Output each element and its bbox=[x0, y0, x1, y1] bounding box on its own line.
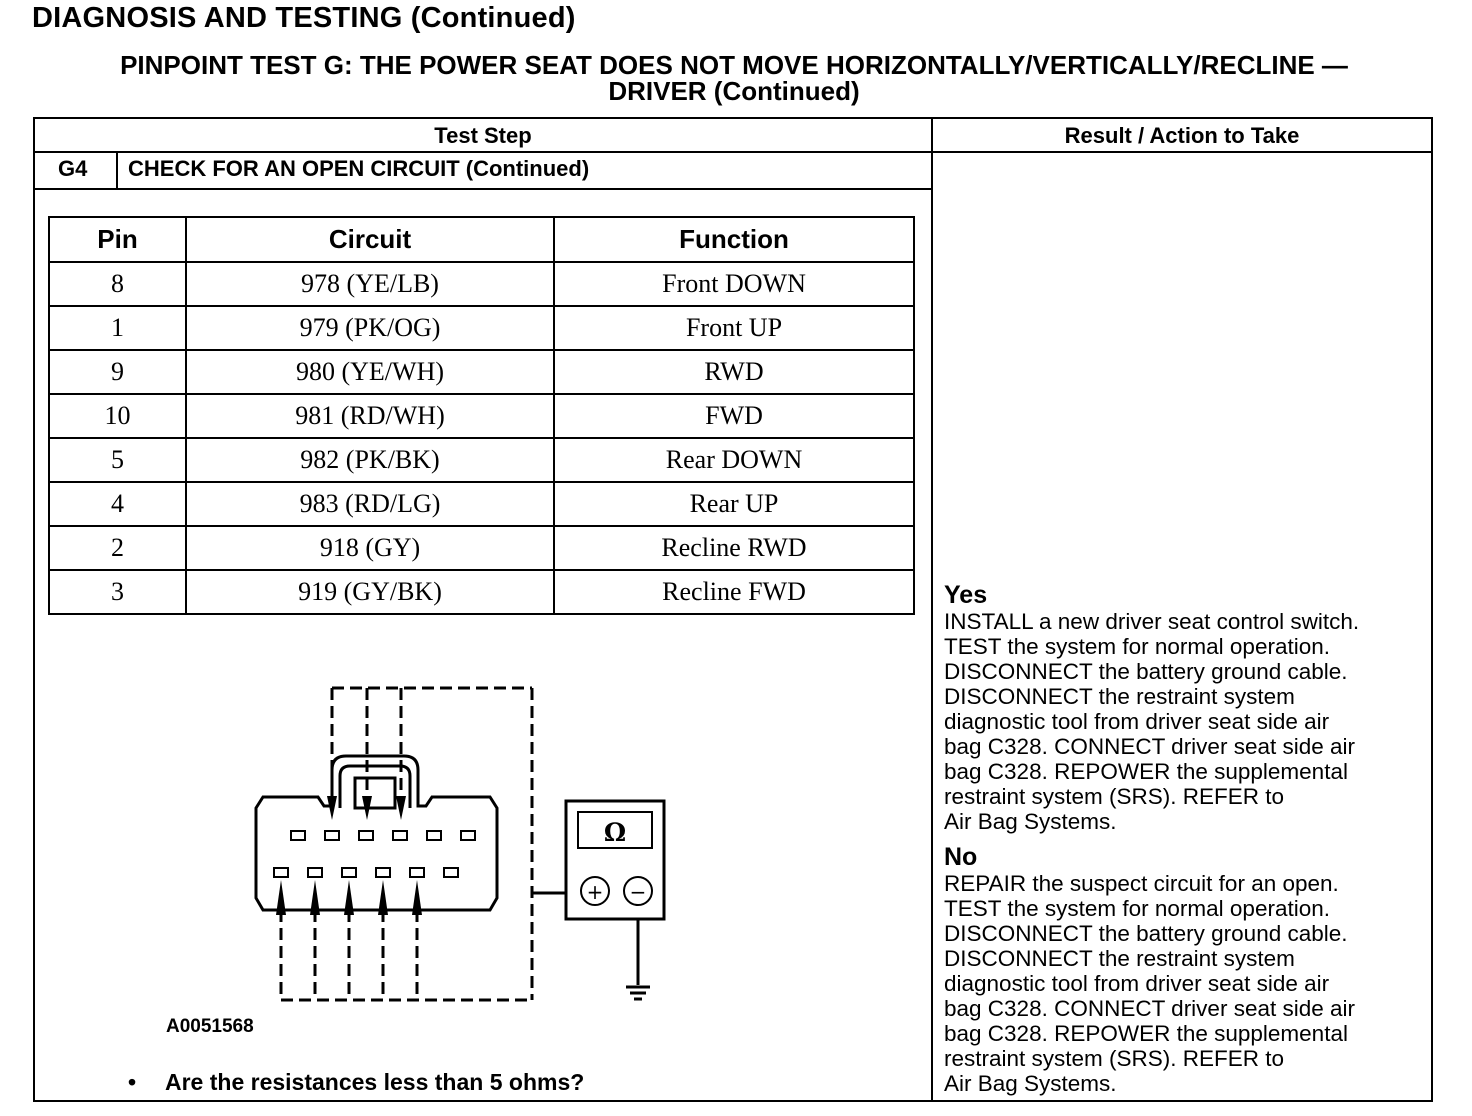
minus-terminal-label: − bbox=[629, 880, 647, 904]
circuit-cell: 918 (GY) bbox=[186, 526, 554, 570]
pin-cell: 3 bbox=[49, 570, 186, 614]
question-text: Are the resistances less than 5 ohms? bbox=[165, 1069, 585, 1095]
step-id-divider bbox=[116, 153, 118, 190]
table-row bbox=[49, 526, 914, 570]
function-cell: FWD bbox=[554, 394, 914, 438]
pin-header: Pin bbox=[49, 217, 186, 262]
lower-test-leads bbox=[281, 910, 532, 1000]
function-cell: Rear UP bbox=[554, 482, 914, 526]
pinpoint-test-title bbox=[34, 52, 1434, 104]
pin-cell: 5 bbox=[49, 438, 186, 482]
function-cell: Front DOWN bbox=[554, 262, 914, 306]
pin-table-header-row bbox=[49, 217, 914, 262]
table-row bbox=[49, 482, 914, 526]
result-actions bbox=[944, 582, 1429, 1096]
pin-cell: 10 bbox=[49, 394, 186, 438]
figure-id: A0051568 bbox=[166, 1016, 254, 1037]
table-row bbox=[49, 438, 914, 482]
function-cell: Recline FWD bbox=[554, 570, 914, 614]
pin-cell: 9 bbox=[49, 350, 186, 394]
upper-test-leads bbox=[332, 688, 532, 1000]
circuit-cell: 983 (RD/LG) bbox=[186, 482, 554, 526]
no-action-text: REPAIR the suspect circuit for an open. TEST the system for normal operation. DISCONNECT the battery ground cable. DISCONNECT the restraint system diagnostic tool from driver seat side air bag C328. CONNECT driver seat side air bag C328. REPOWER the supplemental restraint system (SRS). REFER to Air Bag Systems. bbox=[944, 871, 1355, 1096]
step-id: G4 bbox=[58, 156, 88, 181]
circuit-cell: 981 (RD/WH) bbox=[186, 394, 554, 438]
column-divider bbox=[931, 117, 933, 1102]
no-label: No bbox=[944, 843, 978, 871]
ohm-symbol: Ω bbox=[603, 818, 627, 847]
circuit-cell: 979 (PK/OG) bbox=[186, 306, 554, 350]
plus-terminal-label: + bbox=[586, 880, 604, 904]
test-title-line-2: DRIVER (Continued) bbox=[608, 76, 860, 106]
step-question bbox=[128, 1069, 584, 1096]
pin-cell: 4 bbox=[49, 482, 186, 526]
circuit-cell: 982 (PK/BK) bbox=[186, 438, 554, 482]
pin-table bbox=[48, 216, 915, 615]
step-title: CHECK FOR AN OPEN CIRCUIT (Continued) bbox=[128, 156, 590, 181]
table-row bbox=[49, 570, 914, 614]
function-cell: Front UP bbox=[554, 306, 914, 350]
result-header: Result / Action to Take bbox=[1064, 123, 1300, 148]
table-row bbox=[49, 350, 914, 394]
circuit-cell: 978 (YE/LB) bbox=[186, 262, 554, 306]
upper-pin-cavities bbox=[274, 831, 475, 877]
function-header: Function bbox=[554, 217, 914, 262]
circuit-cell: 980 (YE/WH) bbox=[186, 350, 554, 394]
yes-action-text: INSTALL a new driver seat control switch. TEST the system for normal operation. DISCONNECT the battery ground cable. DISCONNECT the restraint system diagnostic tool from driver seat side air bag C328. CONNECT driver seat side air bag C328. REPOWER the supplemental restraint system (SRS). REFER to Air Bag Systems. bbox=[944, 609, 1360, 834]
bullet: • bbox=[128, 1069, 137, 1095]
pin-cell: 1 bbox=[49, 306, 186, 350]
pin-cell: 2 bbox=[49, 526, 186, 570]
pin-cell: 8 bbox=[49, 262, 186, 306]
page-title: DIAGNOSIS AND TESTING (Continued) bbox=[32, 2, 576, 34]
function-cell: RWD bbox=[554, 350, 914, 394]
yes-label: Yes bbox=[944, 581, 988, 609]
test-title-line-1: PINPOINT TEST G: THE POWER SEAT DOES NOT MOVE HORIZONTALLY/VERTICALLY/RECLINE — bbox=[120, 50, 1348, 80]
circuit-cell: 919 (GY/BK) bbox=[186, 570, 554, 614]
table-row bbox=[49, 394, 914, 438]
function-cell: Recline RWD bbox=[554, 526, 914, 570]
table-row bbox=[49, 306, 914, 350]
circuit-header: Circuit bbox=[186, 217, 554, 262]
connector-test-diagram bbox=[240, 680, 680, 1010]
test-step-header: Test Step bbox=[434, 123, 532, 148]
function-cell: Rear DOWN bbox=[554, 438, 914, 482]
table-row bbox=[49, 262, 914, 306]
ground-icon bbox=[626, 987, 650, 999]
step-divider bbox=[33, 188, 933, 190]
